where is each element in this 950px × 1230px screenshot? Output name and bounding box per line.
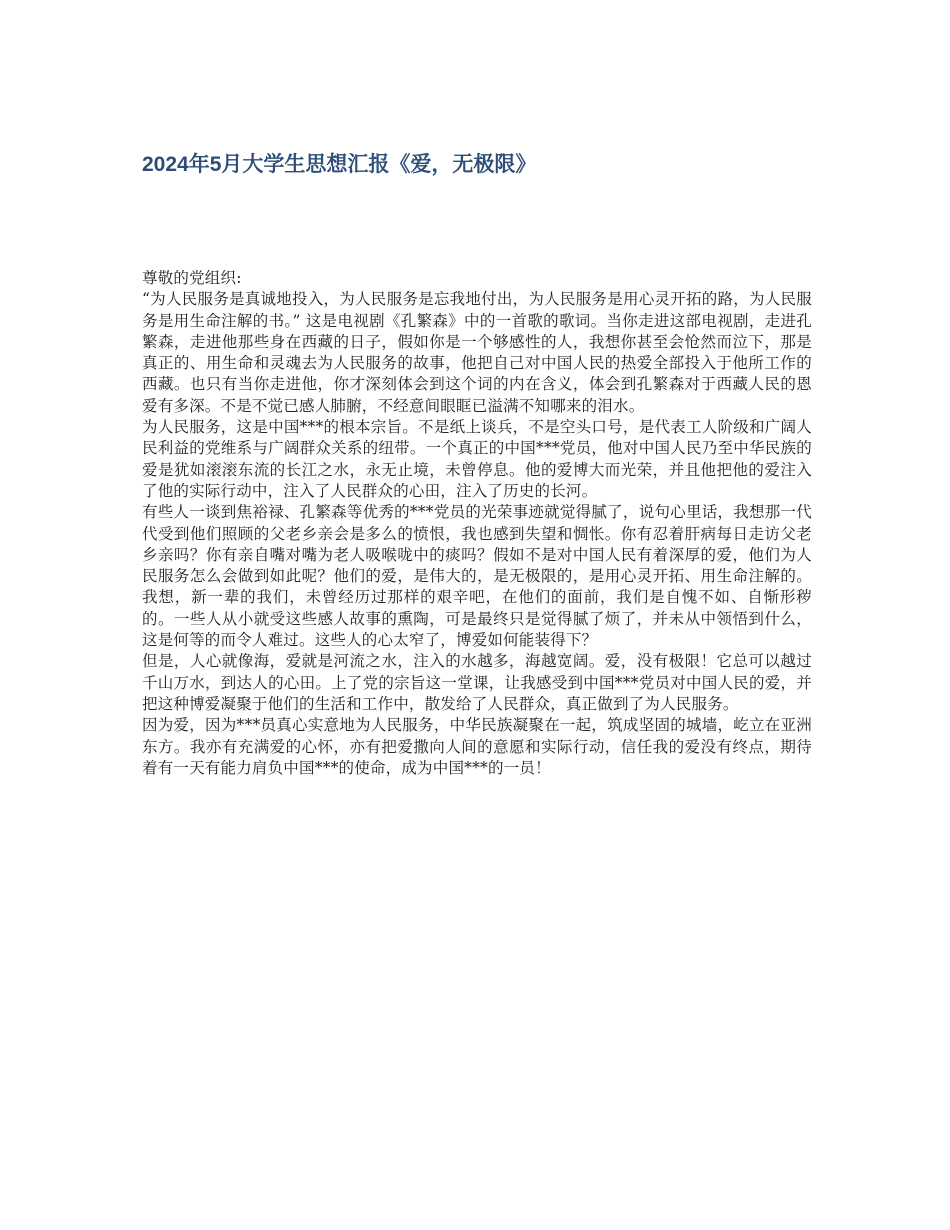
salutation: 尊敬的党组织:	[142, 269, 242, 287]
paragraph: 有些人一谈到焦裕禄、孔繁森等优秀的***党员的光荣事迹就觉得腻了，说句心里话，我想那一代代受到他们照顾的父老乡亲会是多么的愤恨，我也感到失望和惆怅。你有忍着肝病每日走访父老乡亲吗？你有亲自嘴对嘴为老人吸喉咙中的痰吗？假如不是对中国人民有着深厚的爱，他们为人民服务怎么会做到如此呢？他们的爱，是伟大的，是无极限的，是用心灵开拓、用生命注解的。我想，新一辈的我们，未曾经历过那样的艰辛吧，在他们的面前，我们是自愧不如、自惭形秽的。一些人从小就受这些感人故事的熏陶，可是最终只是觉得腻了烦了，并未从中领悟到什么，这是何等的而令人难过。这些人的心太窄了，博爱如何能装得下？	[142, 503, 812, 650]
paragraph: 但是，人心就像海，爱就是河流之水，注入的水越多，海越宽阔。爱，没有极限！它总可以越过千山万水，到达人的心田。上了党的宗旨这一堂课，让我感受到中国***党员对中国人民的爱，并把这种博爱凝聚于他们的生活和工作中，散发给了人民群众，真正做到了为人民服务。	[142, 652, 812, 713]
paragraph: 因为爱，因为***员真心实意地为人民服务，中华民族凝聚在一起，筑成坚固的城墙，屹立在亚洲东方。我亦有充满爱的心怀，亦有把爱撒向人间的意愿和实际行动，信任我的爱没有终点，期待着有一天有能力肩负中国***的使命，成为中国***的一员！	[142, 716, 812, 777]
paragraph: 为人民服务，这是中国***的根本宗旨。不是纸上谈兵，不是空头口号，是代表工人阶级和广阔人民利益的党维系与广阔群众关系的纽带。一个真正的中国***党员，他对中国人民乃至中华民族的爱是犹如滚滚东流的长江之水，永无止境，未曾停息。他的爱博大而光荣，并且他把他的爱注入了他的实际行动中，注入了人民群众的心田，注入了历史的长河。	[142, 418, 812, 500]
document-body	[142, 268, 812, 779]
document-title: 2024年5月大学生思想汇报《爱，无极限》	[142, 153, 537, 176]
paragraph: “为人民服务是真诚地投入，为人民服务是忘我地付出，为人民服务是用心灵开拓的路，为人民服务是用生命注解的书。” 这是电视剧《孔繁森》中的一首歌的歌词。当你走进这部电视剧，走进孔繁森，走进他那些身在西藏的日子，假如你是一个够感性的人，我想你甚至会怆然而泣下，那是真正的、用生命和灵魂去为人民服务的故事，他把自己对中国人民的热爱全部投入于他所工作的西藏。也只有当你走进他，你才深刻体会到这个词的内在含义，体会到孔繁森对于西藏人民的恩爱有多深。不是不觉已感人肺腑，不经意间眼眶已溢满不知哪来的泪水。	[142, 290, 812, 415]
